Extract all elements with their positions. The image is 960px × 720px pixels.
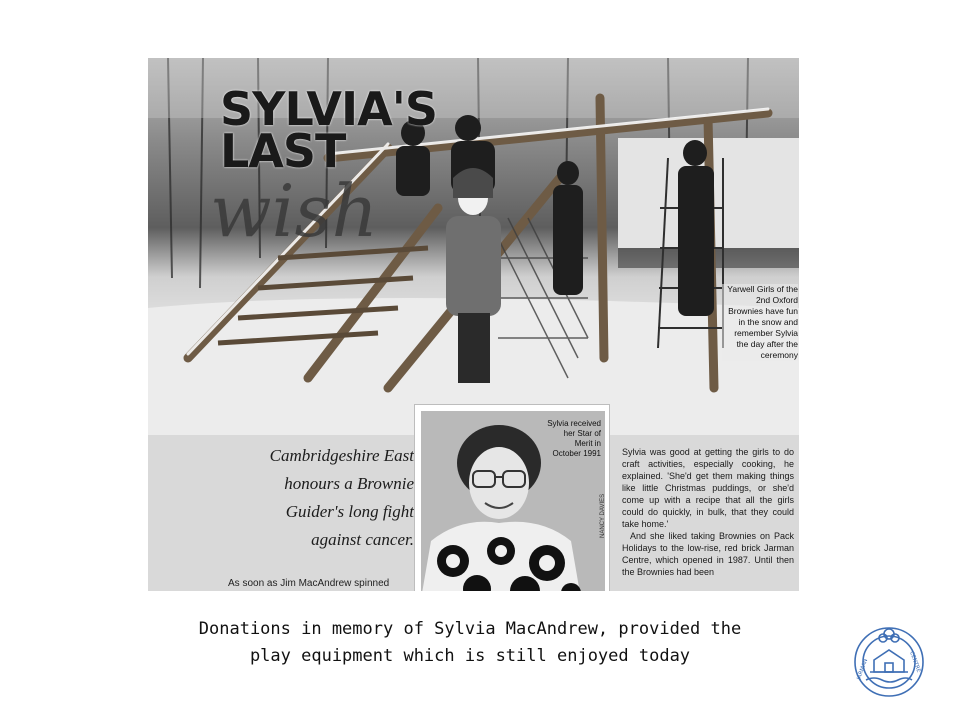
- logo-text-right: CENTRE: [908, 650, 922, 674]
- jarman-centre-logo: [852, 622, 926, 698]
- magazine-clipping: [148, 58, 799, 591]
- article-paragraph: And she liked taking Brownies on Pack Holidays to the low-rise, red brick Jarman Centre, which opened in 1987. Until then the Brownies had been: [622, 531, 794, 577]
- article-body: [622, 446, 794, 578]
- photo-caption: Yarwell Girls of the 2nd Oxford Brownies have fun in the snow and remember Sylvia the day after the ceremony: [722, 284, 798, 361]
- portrait-photo: [421, 411, 605, 591]
- playground-photo: [148, 58, 799, 435]
- article-lead: As soon as Jim MacAndrew spinned: [228, 578, 390, 589]
- caption-line-1: Donations in memory of Sylvia MacAndrew, provided the: [198, 619, 742, 639]
- logo-text-left: JARMAN: [856, 658, 870, 681]
- article-kicker: Cambridgeshire East honours a Brownie Guider's long fight against cancer.: [269, 446, 414, 549]
- portrait-frame: [414, 404, 610, 591]
- headline-line-1: SYLVIA'S: [220, 82, 437, 136]
- photo-credit: NANCY DAVIES: [600, 493, 606, 538]
- portrait-caption: Sylvia received her Star of Merit in October 1991: [547, 419, 601, 458]
- caption-line-2: play equipment which is still enjoyed today: [249, 646, 691, 666]
- headline-line-2: LAST: [220, 124, 346, 178]
- slide-caption: [130, 616, 810, 670]
- article-paragraph: Sylvia was good at getting the girls to do craft activities, especially cooking, he explained. 'She'd get them making things like little Christmas puddings, or she'd come up with a recipe that all the girls could do quickly, in bulk, that they could take home.': [622, 447, 794, 529]
- headline-script: wish: [210, 169, 378, 253]
- headline: [220, 82, 437, 178]
